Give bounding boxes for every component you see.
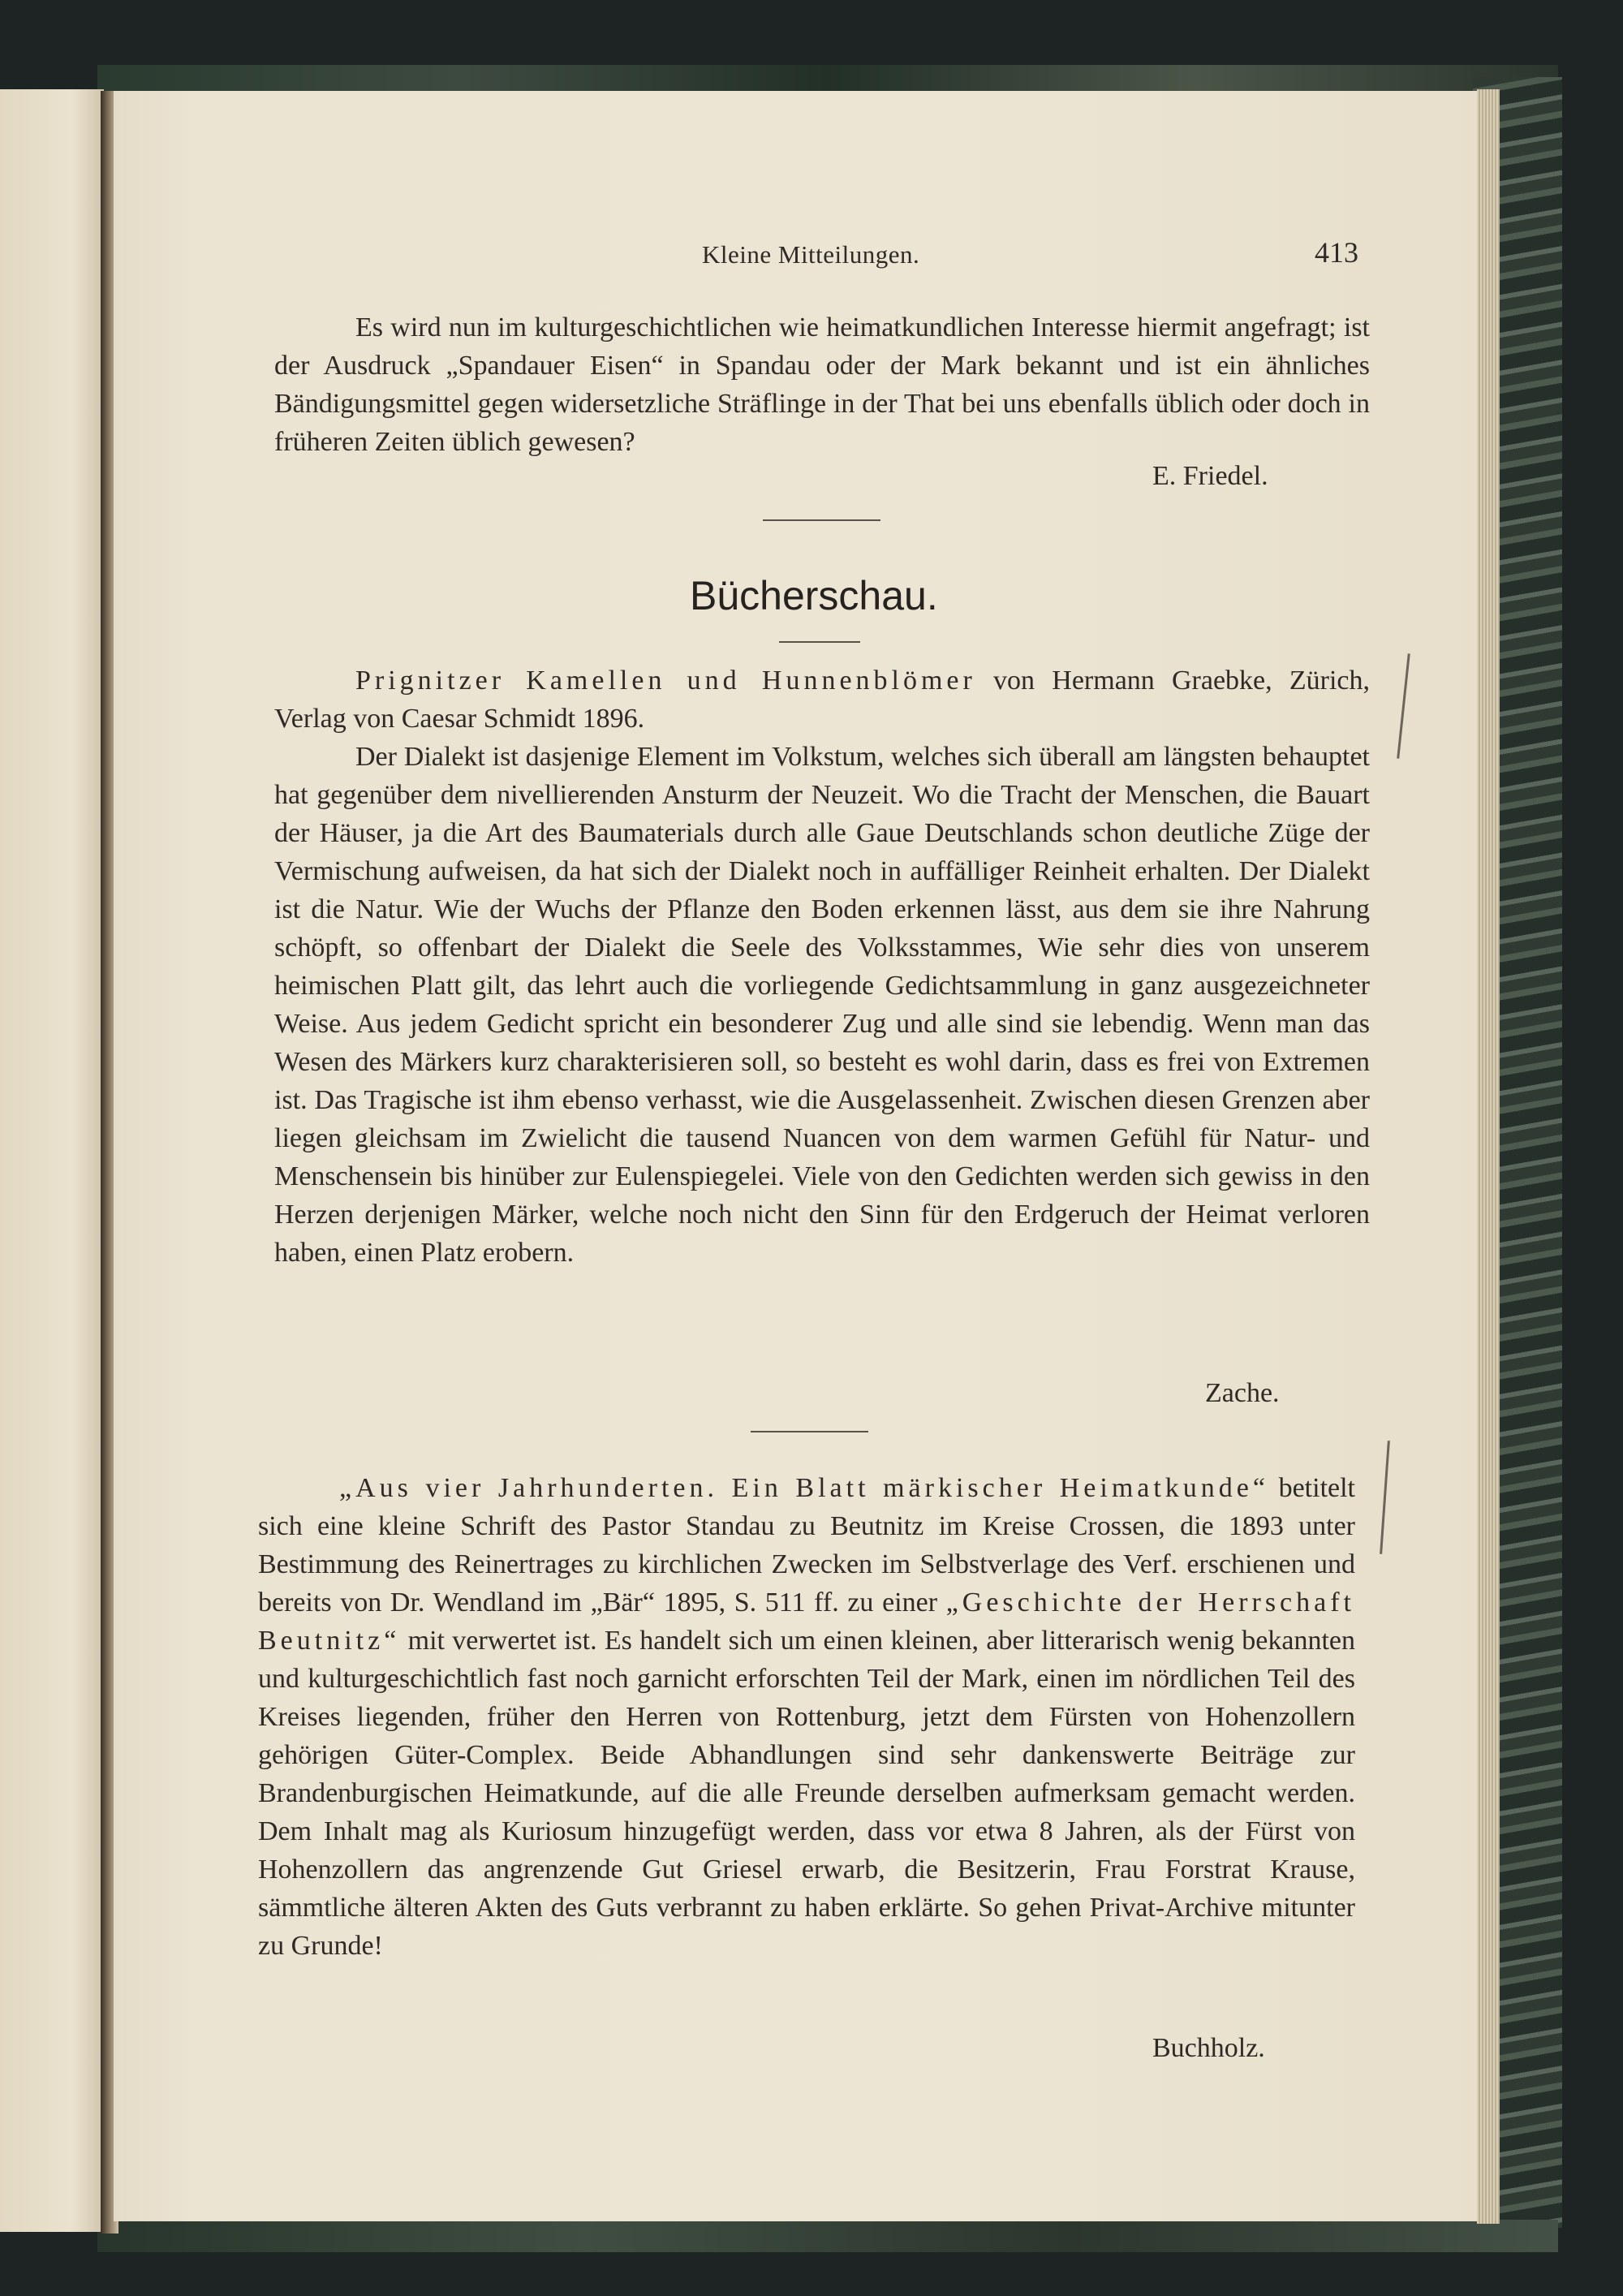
review1-body: Der Dialekt ist dasjenige Element im Volkstum, welches sich überall am längsten behauptet hat gegenüber dem nivellierenden Ansturm der Neuzeit. Wo die Tracht der Menschen, die Bauart der Häuser, ja die Art des Baumaterials durch alle Gaue Deutschlands schon deutliche Züge der Vermischung aufweisen, da hat sich der Dialekt noch in auffälliger Reinheit erhalten. Der Dialekt ist die Natur. Wie der Wuchs der Pflanze den Boden erkennen lässt, aus dem sie ihre Nahrung schöpft, so offenbart der Dialekt die Seele des Volksstammes, Wie sehr dies von unserem heimischen Platt gilt, das lehrt auch die vorliegende Gedichtsammlung in ganz ausgezeichneter Weise. Aus jedem Gedicht spricht ein besonderer Zug und alle sind sie lebendig. Wenn man das Wesen des Märkers kurz charakterisieren soll, so besteht es wohl darin, dass es frei von Extremen ist. Das Tragische ist ihm ebenso verhasst, wie die Ausgelassenheit. Zwischen diesen Grenzen aber liegen gleichsam im Zwielicht die tausend Nuancen von dem warmen Gefühl für Natur- und Menschensein bis hinüber zur Eulenspiegelei. Viele von den Gedichten werden sich gewiss in den Herzen derjenigen Märker, welche noch nicht den Sinn für den Erdgeruch der Heimat verloren haben, einen Platz erobern. xyxy=(274,742,1370,1268)
heading-rule xyxy=(779,641,860,643)
page-number: 413 xyxy=(1315,236,1358,269)
separator-rule xyxy=(763,519,880,521)
left-page xyxy=(0,89,104,2232)
review2-body-part1: betitelt sich eine kleine Schrift des Pastor Standau zu Beutnitz im Kreise Crossen, die 1893 unter Bestimmung des Reinertrages zu kirchlichen Zwecken im Selbstverlage des Verf. erschienen und bereits von Dr. Wendland im „Bär“ 1895, S. 511 ff. zu einer xyxy=(258,1473,1356,1618)
section-heading: Bücherschau. xyxy=(690,573,938,618)
review2-body-part2: mit verwertet ist. Es handelt sich um einen kleinen, aber litterarisch wenig bekannten und kulturgeschichtlich fast noch garnicht erforschten Teil der Mark, einen im nördlichen Teil des Kreises liegenden, früher den Herren von Rottenburg, jetzt dem Fürsten von Hohenzollern gehörigen Güter-Complex. Beide Abhandlungen sind sehr dankenswerte Beiträge zur Brandenburgischen Heimatkunde, auf die alle Freunde derselben aufmerksam gemacht werden. Dem Inhalt mag als Kuriosum hinzugefügt werden, dass vor etwa 8 Jahren, als der Fürst von Hohenzollern das angrenzende Gut Griesel erwarb, die Besitzerin, Frau Forstrat Krause, sämmtliche älteren Akten des Guts verbrannt zu haben erklärte. So gehen Privat-Archive mitunter zu Grunde! xyxy=(258,1626,1355,1961)
separator-rule xyxy=(751,1431,868,1432)
review1-citation xyxy=(274,661,1370,738)
review1-title: Prignitzer Kamellen und Hunnenblömer xyxy=(355,666,976,696)
review2-spaced-phrase: „Geschichte der Herrschaft Beutnitz“ xyxy=(258,1587,1355,1656)
review1-publisher: von Hermann Graebke, Zürich, Verlag von Caesar Schmidt 1896. xyxy=(274,666,1370,734)
review2-title: „Aus vier Jahrhunderten. Ein Blatt märkischer Heimatkunde“ xyxy=(339,1473,1269,1503)
review2-paragraph xyxy=(258,1469,1355,1965)
running-title: Kleine Mitteilungen. xyxy=(702,240,920,269)
section1-signature: E. Friedel. xyxy=(1152,461,1268,491)
book-cover-bottom xyxy=(97,2220,1558,2252)
review2-signature: Buchholz. xyxy=(1152,2033,1265,2063)
section1-paragraph: Es wird nun im kulturgeschichtlichen wie heimatkundlichen Interesse hiermit angefragt; ist der Ausdruck „Spandauer Eisen“ in Spandau oder der Mark bekannt und ist ein ähnliches Bändigungsmittel gegen widersetzliche Sträflinge in der That bei uns ebenfalls üblich oder doch in früheren Zeiten üblich gewesen? xyxy=(274,312,1370,457)
review1-signature: Zache. xyxy=(1205,1378,1280,1408)
page-edges xyxy=(1477,89,1500,2224)
